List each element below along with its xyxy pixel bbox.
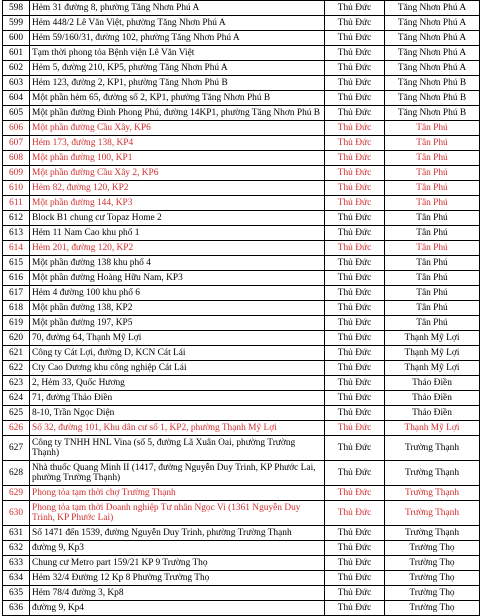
- table-row: [3, 501, 480, 526]
- ward-cell: Trường Thạnh: [385, 461, 480, 486]
- ward-cell: Tân Phú: [385, 226, 480, 241]
- district-cell: Thủ Đức: [325, 436, 385, 461]
- address-cell: 2, Hẻm 33, Quốc Hương: [30, 376, 325, 391]
- address-cell: 71, đường Thảo Điền: [30, 391, 325, 406]
- row-number-cell: 598: [3, 1, 30, 16]
- table-row: [3, 461, 480, 486]
- ward-cell: Tân Phú: [385, 271, 480, 286]
- district-cell: Thủ Đức: [325, 151, 385, 166]
- row-number-cell: 613: [3, 226, 30, 241]
- table-row: [3, 16, 480, 31]
- row-number-cell: 635: [3, 586, 30, 601]
- table-row: [3, 331, 480, 346]
- district-cell: Thủ Đức: [325, 106, 385, 121]
- ward-cell: Thảo Điền: [385, 406, 480, 421]
- address-cell: Một phần đường 138, KP2: [30, 301, 325, 316]
- row-number-cell: 610: [3, 181, 30, 196]
- row-number-cell: 627: [3, 436, 30, 461]
- district-cell: Thủ Đức: [325, 461, 385, 486]
- row-number-cell: 612: [3, 211, 30, 226]
- row-number-cell: 604: [3, 91, 30, 106]
- table-row: [3, 601, 480, 616]
- address-cell: Một phần đường Cầu Xây, KP6: [30, 121, 325, 136]
- district-cell: Thủ Đức: [325, 316, 385, 331]
- district-cell: Thủ Đức: [325, 486, 385, 501]
- row-number-cell: 624: [3, 391, 30, 406]
- district-cell: Thủ Đức: [325, 361, 385, 376]
- ward-cell: Tân Phú: [385, 256, 480, 271]
- address-cell: Phong tỏa tạm thời Doanh nghiệp Tư nhân Ngọc Vi (1361 Nguyễn Duy Trinh, KP Phước Lai): [30, 501, 325, 526]
- row-number-cell: 634: [3, 571, 30, 586]
- address-cell: Số 32, đường 101, Khu dân cư số 1, KP2, phường Thạnh Mỹ Lợi: [30, 421, 325, 436]
- table-row: [3, 346, 480, 361]
- address-cell: Hẻm 123, đường 2, KP1, phường Tăng Nhơn Phú B: [30, 76, 325, 91]
- district-cell: Thủ Đức: [325, 391, 385, 406]
- ward-cell: Tăng Nhơn Phú A: [385, 61, 480, 76]
- table-row: [3, 106, 480, 121]
- address-cell: Hẻm 11 Nam Cao khu phố 1: [30, 226, 325, 241]
- table-body: [3, 1, 480, 616]
- address-cell: Một phần đường 100, KP1: [30, 151, 325, 166]
- ward-cell: Tân Phú: [385, 166, 480, 181]
- table-row: [3, 436, 480, 461]
- ward-cell: Tăng Nhơn Phú A: [385, 1, 480, 16]
- ward-cell: Tăng Nhơn Phú B: [385, 106, 480, 121]
- address-cell: Hẻm 4 đường 100 khu phố 6: [30, 286, 325, 301]
- table-row: [3, 136, 480, 151]
- table-row: [3, 121, 480, 136]
- row-number-cell: 599: [3, 16, 30, 31]
- address-cell: Một phần đường 138 khu phố 4: [30, 256, 325, 271]
- address-cell: Một phần đường Hoàng Hữu Nam, KP3: [30, 271, 325, 286]
- ward-cell: Tân Phú: [385, 181, 480, 196]
- row-number-cell: 630: [3, 501, 30, 526]
- table-row: [3, 421, 480, 436]
- row-number-cell: 618: [3, 301, 30, 316]
- table-row: [3, 31, 480, 46]
- ward-cell: Trường Thọ: [385, 556, 480, 571]
- district-cell: Thủ Đức: [325, 31, 385, 46]
- table-row: [3, 61, 480, 76]
- ward-cell: Trường Thọ: [385, 571, 480, 586]
- district-cell: Thủ Đức: [325, 121, 385, 136]
- row-number-cell: 607: [3, 136, 30, 151]
- address-cell: Hẻm 59/160/31, đường 102, phường Tăng Nhơn Phú A: [30, 31, 325, 46]
- district-cell: Thủ Đức: [325, 196, 385, 211]
- district-cell: Thủ Đức: [325, 541, 385, 556]
- ward-cell: Tân Phú: [385, 151, 480, 166]
- district-cell: Thủ Đức: [325, 331, 385, 346]
- table-row: [3, 256, 480, 271]
- district-cell: Thủ Đức: [325, 241, 385, 256]
- row-number-cell: 633: [3, 556, 30, 571]
- ward-cell: Trường Thọ: [385, 586, 480, 601]
- row-number-cell: 623: [3, 376, 30, 391]
- district-cell: Thủ Đức: [325, 136, 385, 151]
- row-number-cell: 601: [3, 46, 30, 61]
- ward-cell: Thạnh Mỹ Lợi: [385, 361, 480, 376]
- row-number-cell: 616: [3, 271, 30, 286]
- table-row: [3, 316, 480, 331]
- table-row: [3, 181, 480, 196]
- row-number-cell: 636: [3, 601, 30, 616]
- ward-cell: Trường Thạnh: [385, 436, 480, 461]
- ward-cell: Tân Phú: [385, 136, 480, 151]
- district-cell: Thủ Đức: [325, 376, 385, 391]
- district-cell: Thủ Đức: [325, 211, 385, 226]
- district-cell: Thủ Đức: [325, 571, 385, 586]
- district-cell: Thủ Đức: [325, 1, 385, 16]
- row-number-cell: 619: [3, 316, 30, 331]
- table-row: [3, 571, 480, 586]
- address-cell: Hẻm 448/2 Lê Văn Việt, phường Tăng Nhơn Phú A: [30, 16, 325, 31]
- address-cell: Phong tỏa tạm thời chợ Trường Thạnh: [30, 486, 325, 501]
- table-row: [3, 151, 480, 166]
- row-number-cell: 605: [3, 106, 30, 121]
- row-number-cell: 606: [3, 121, 30, 136]
- ward-cell: Tăng Nhơn Phú A: [385, 31, 480, 46]
- address-cell: 70, đường 64, Thạnh Mỹ Lợi: [30, 331, 325, 346]
- table-row: [3, 196, 480, 211]
- table-row: [3, 286, 480, 301]
- district-cell: Thủ Đức: [325, 421, 385, 436]
- district-cell: Thủ Đức: [325, 46, 385, 61]
- table-row: [3, 526, 480, 541]
- address-cell: Công ty Cát Lợi, đường D, KCN Cát Lái: [30, 346, 325, 361]
- address-cell: Một phần đường 197, KP5: [30, 316, 325, 331]
- district-cell: Thủ Đức: [325, 406, 385, 421]
- address-cell: Block B1 chung cư Topaz Home 2: [30, 211, 325, 226]
- table-row: [3, 406, 480, 421]
- table-row: [3, 376, 480, 391]
- ward-cell: Tăng Nhơn Phú A: [385, 16, 480, 31]
- row-number-cell: 611: [3, 196, 30, 211]
- district-cell: Thủ Đức: [325, 226, 385, 241]
- row-number-cell: 603: [3, 76, 30, 91]
- ward-cell: Tân Phú: [385, 211, 480, 226]
- row-number-cell: 628: [3, 461, 30, 486]
- address-cell: Một phần hẻm 65, đường số 2, KP1, phường Tăng Nhơn Phú B: [30, 91, 325, 106]
- table-row: [3, 556, 480, 571]
- district-cell: Thủ Đức: [325, 271, 385, 286]
- address-cell: Hẻm 31 đường 8, phường Tăng Nhơn Phú A: [30, 1, 325, 16]
- table-row: [3, 486, 480, 501]
- district-cell: Thủ Đức: [325, 16, 385, 31]
- ward-cell: Trường Thạnh: [385, 526, 480, 541]
- district-cell: Thủ Đức: [325, 91, 385, 106]
- ward-cell: Tân Phú: [385, 286, 480, 301]
- address-cell: Chung cư Metro part 159/21 KP 9 Trường Thọ: [30, 556, 325, 571]
- row-number-cell: 632: [3, 541, 30, 556]
- row-number-cell: 625: [3, 406, 30, 421]
- ward-cell: Thảo Điền: [385, 376, 480, 391]
- address-cell: đường 9, Kp3: [30, 541, 325, 556]
- address-cell: Tạm thời phong tỏa Bệnh viện Lê Văn Việt: [30, 46, 325, 61]
- table-row: [3, 391, 480, 406]
- table-row: [3, 211, 480, 226]
- table-row: [3, 46, 480, 61]
- ward-cell: Tân Phú: [385, 301, 480, 316]
- address-cell: Công ty TNHH HNL Vina (số 5, đường Lã Xuân Oai, phường Trường Thạnh): [30, 436, 325, 461]
- table-row: [3, 241, 480, 256]
- ward-cell: Thạnh Mỹ Lợi: [385, 421, 480, 436]
- table-row: [3, 91, 480, 106]
- address-cell: Hẻm 201, đường 120, KP2: [30, 241, 325, 256]
- district-cell: Thủ Đức: [325, 586, 385, 601]
- row-number-cell: 608: [3, 151, 30, 166]
- ward-cell: Trường Thạnh: [385, 486, 480, 501]
- row-number-cell: 622: [3, 361, 30, 376]
- lockdown-locations-table: [2, 0, 480, 616]
- address-cell: Hẻm 173, đường 138, KP4: [30, 136, 325, 151]
- row-number-cell: 615: [3, 256, 30, 271]
- row-number-cell: 614: [3, 241, 30, 256]
- row-number-cell: 626: [3, 421, 30, 436]
- ward-cell: Tân Phú: [385, 241, 480, 256]
- district-cell: Thủ Đức: [325, 346, 385, 361]
- address-cell: Hẻm 5, đường 210, KP5, phường Tăng Nhơn Phú A: [30, 61, 325, 76]
- district-cell: Thủ Đức: [325, 286, 385, 301]
- row-number-cell: 600: [3, 31, 30, 46]
- table-row: [3, 586, 480, 601]
- district-cell: Thủ Đức: [325, 256, 385, 271]
- table-row: [3, 541, 480, 556]
- district-cell: Thủ Đức: [325, 61, 385, 76]
- address-cell: 8-10, Trần Ngọc Diện: [30, 406, 325, 421]
- ward-cell: Tân Phú: [385, 121, 480, 136]
- table-row: [3, 361, 480, 376]
- ward-cell: Thạnh Mỹ Lợi: [385, 331, 480, 346]
- address-cell: Cty Cao Dương khu công nghiệp Cát Lái: [30, 361, 325, 376]
- ward-cell: Tăng Nhơn Phú A: [385, 46, 480, 61]
- ward-cell: Trường Thọ: [385, 541, 480, 556]
- ward-cell: Thạnh Mỹ Lợi: [385, 346, 480, 361]
- address-cell: Nhà thuốc Quang Minh II (1417, đường Nguyễn Duy Trinh, KP Phước Lai, phường Trường Thạnh): [30, 461, 325, 486]
- district-cell: Thủ Đức: [325, 601, 385, 616]
- row-number-cell: 631: [3, 526, 30, 541]
- address-cell: Hẻm 82, đường 120, KP2: [30, 181, 325, 196]
- table-row: [3, 166, 480, 181]
- ward-cell: Tăng Nhơn Phú B: [385, 91, 480, 106]
- district-cell: Thủ Đức: [325, 181, 385, 196]
- ward-cell: Tăng Nhơn Phú B: [385, 76, 480, 91]
- address-cell: Một phần đường 144, KP3: [30, 196, 325, 211]
- row-number-cell: 602: [3, 61, 30, 76]
- district-cell: Thủ Đức: [325, 526, 385, 541]
- ward-cell: Trường Thọ: [385, 601, 480, 616]
- district-cell: Thủ Đức: [325, 166, 385, 181]
- address-cell: Một phần đường Cầu Xây 2, KP6: [30, 166, 325, 181]
- district-cell: Thủ Đức: [325, 501, 385, 526]
- ward-cell: Thảo Điền: [385, 391, 480, 406]
- table-row: [3, 301, 480, 316]
- table-row: [3, 1, 480, 16]
- address-cell: Hẻm 32/4 Đường 12 Kp 8 Phường Trường Thọ: [30, 571, 325, 586]
- address-cell: đường 9, Kp4: [30, 601, 325, 616]
- address-cell: Hẻm 78/4 đường 3, Kp8: [30, 586, 325, 601]
- row-number-cell: 617: [3, 286, 30, 301]
- table-row: [3, 271, 480, 286]
- ward-cell: Tân Phú: [385, 196, 480, 211]
- row-number-cell: 620: [3, 331, 30, 346]
- district-cell: Thủ Đức: [325, 301, 385, 316]
- row-number-cell: 629: [3, 486, 30, 501]
- table-row: [3, 226, 480, 241]
- table-row: [3, 76, 480, 91]
- ward-cell: Tân Phú: [385, 316, 480, 331]
- address-cell: Một phần đường Đình Phong Phú, đường 14KP1, phường Tăng Nhơn Phú B: [30, 106, 325, 121]
- district-cell: Thủ Đức: [325, 76, 385, 91]
- district-cell: Thủ Đức: [325, 556, 385, 571]
- address-cell: Số 1471 đến 1539, đường Nguyễn Duy Trinh, phường Trường Thạnh: [30, 526, 325, 541]
- row-number-cell: 609: [3, 166, 30, 181]
- row-number-cell: 621: [3, 346, 30, 361]
- ward-cell: Trường Thạnh: [385, 501, 480, 526]
